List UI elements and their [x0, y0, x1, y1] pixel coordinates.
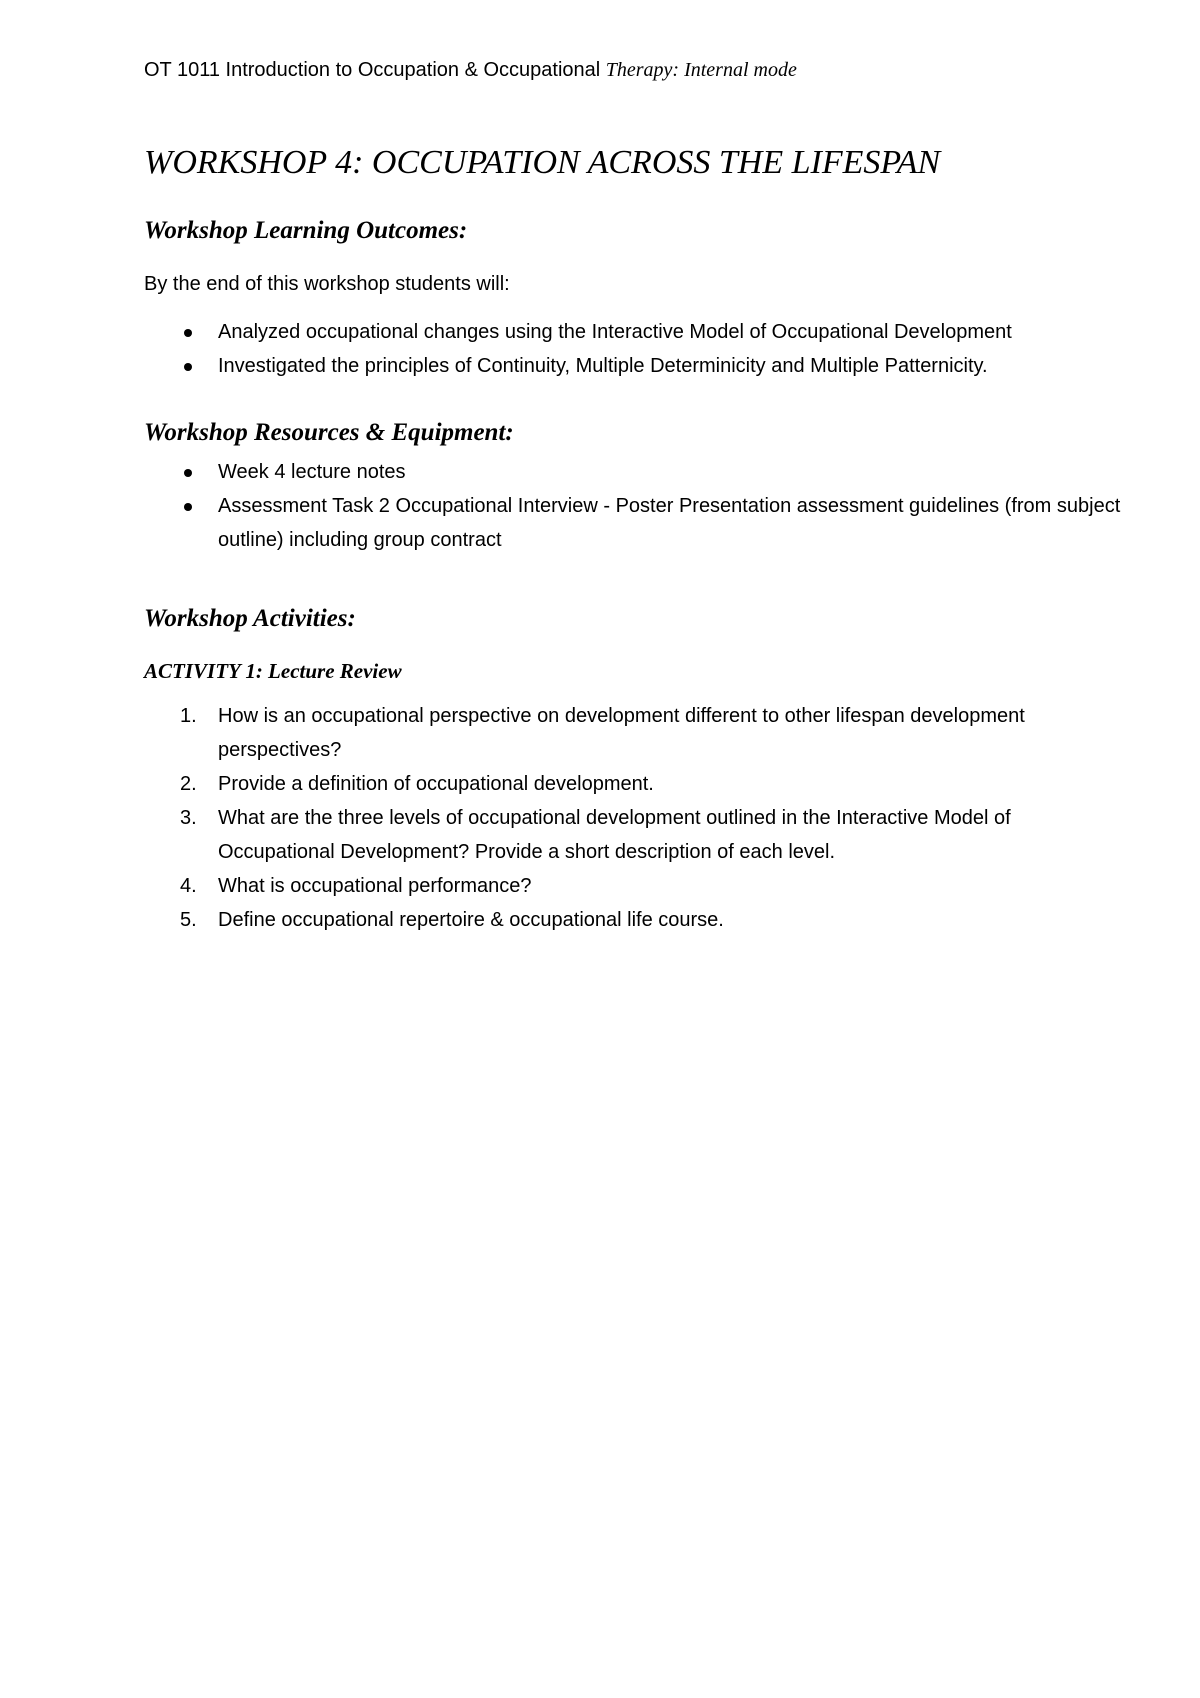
activities-heading: Workshop Activities:: [144, 605, 356, 632]
header-course-mode: Therapy: Internal mode: [605, 59, 797, 81]
activity1-heading: ACTIVITY 1: Lecture Review: [144, 659, 402, 683]
resources-list: [144, 455, 1124, 557]
question-text: What are the three levels of occupational development outlined in the Interactive Model of Occupational Development? Provide a short description of each level.: [218, 807, 1011, 863]
document-title: WORKSHOP 4: OCCUPATION ACROSS THE LIFESPAN: [144, 144, 941, 181]
list-item-text: Investigated the principles of Continuity, Multiple Determinicity and Multiple Patternicity.: [218, 355, 988, 377]
question-number: 5.: [180, 909, 197, 931]
question-number: 3.: [180, 807, 197, 829]
list-item-text: Analyzed occupational changes using the Interactive Model of Occupational Development: [218, 321, 1012, 343]
list-item: [144, 489, 1124, 557]
list-item: [144, 349, 1124, 383]
page-content: [144, 57, 1124, 937]
lecture-review-questions: [144, 699, 1124, 937]
learning-outcomes-intro: By the end of this workshop students will:: [144, 273, 510, 295]
resources-heading: Workshop Resources & Equipment:: [144, 419, 514, 446]
learning-outcomes-heading: Workshop Learning Outcomes:: [144, 217, 468, 244]
list-item-text: Assessment Task 2 Occupational Interview - Poster Presentation assessment guidelines (from subject outline) including group contract: [218, 495, 1121, 551]
question-number: 4.: [180, 875, 197, 897]
question-text: How is an occupational perspective on development different to other lifespan development perspectives?: [218, 705, 1025, 761]
question-text: Provide a definition of occupational development.: [218, 773, 654, 795]
list-item: [144, 699, 1124, 767]
list-item: [144, 903, 1124, 937]
list-item: [144, 869, 1124, 903]
question-number: 1.: [180, 705, 197, 727]
question-text: What is occupational performance?: [218, 875, 532, 897]
header-course: OT 1011 Introduction to Occupation & Occupational: [144, 59, 601, 81]
running-header: [144, 57, 1124, 83]
learning-outcomes-list: [144, 315, 1124, 383]
list-item: [144, 801, 1124, 869]
question-number: 2.: [180, 773, 197, 795]
list-item: [144, 455, 1124, 489]
list-item: [144, 315, 1124, 349]
list-item-text: Week 4 lecture notes: [218, 461, 406, 483]
question-text: Define occupational repertoire & occupational life course.: [218, 909, 724, 931]
list-item: [144, 767, 1124, 801]
